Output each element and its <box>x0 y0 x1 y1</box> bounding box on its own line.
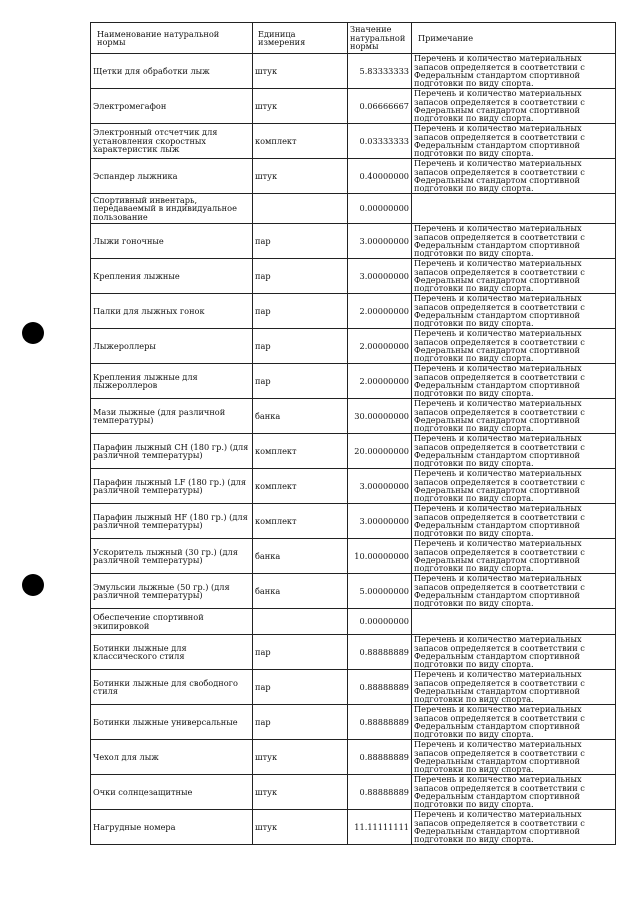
row-note-cell: Перечень и количество материальных запасов определяется в соответствии с Федеральным стандартом спортивной подготовки по виду спорта. <box>412 635 616 670</box>
row-unit-cell: штук <box>253 810 348 845</box>
row-note-cell: Перечень и количество материальных запасов определяется в соответствии с Федеральным стандартом спортивной подготовки по виду спорта. <box>412 504 616 539</box>
row-value-cell: 0.03333333 <box>348 124 412 159</box>
row-unit-cell: пар <box>253 635 348 670</box>
norms-table <box>90 22 616 845</box>
row-name-cell: Очки солнцезащитные <box>91 775 253 810</box>
row-note-cell: Перечень и количество материальных запасов определяется в соответствии с Федеральным стандартом спортивной подготовки по виду спорта. <box>412 259 616 294</box>
row-unit-cell: пар <box>253 364 348 399</box>
row-unit-cell: банка <box>253 399 348 434</box>
row-name-cell: Ботинки лыжные универсальные <box>91 705 253 740</box>
header-name: Наименование натуральной нормы <box>91 23 253 54</box>
row-name-cell: Парафин лыжный HF (180 гр.) (для различной температуры) <box>91 504 253 539</box>
row-note-cell: Перечень и количество материальных запасов определяется в соответствии с Федеральным стандартом спортивной подготовки по виду спорта. <box>412 159 616 194</box>
row-note-cell: Перечень и количество материальных запасов определяется в соответствии с Федеральным стандартом спортивной подготовки по виду спорта. <box>412 775 616 810</box>
row-value-cell: 5.00000000 <box>348 574 412 609</box>
row-note-cell: Перечень и количество материальных запасов определяется в соответствии с Федеральным стандартом спортивной подготовки по виду спорта. <box>412 329 616 364</box>
row-unit-cell: комплект <box>253 469 348 504</box>
row-value-cell: 0.88888889 <box>348 775 412 810</box>
row-note-cell: Перечень и количество материальных запасов определяется в соответствии с Федеральным стандартом спортивной подготовки по виду спорта. <box>412 364 616 399</box>
row-value-cell: 30.00000000 <box>348 399 412 434</box>
row-name-cell: Парафин лыжный CH (180 гр.) (для различной температуры) <box>91 434 253 469</box>
row-note-cell: Перечень и количество материальных запасов определяется в соответствии с Федеральным стандартом спортивной подготовки по виду спорта. <box>412 89 616 124</box>
row-value-cell: 3.00000000 <box>348 469 412 504</box>
row-unit-cell <box>253 609 348 635</box>
row-unit-cell: штук <box>253 54 348 89</box>
row-value-cell: 0.88888889 <box>348 670 412 705</box>
table-row <box>91 124 616 159</box>
row-unit-cell: штук <box>253 775 348 810</box>
row-note-cell: Перечень и количество материальных запасов определяется в соответствии с Федеральным стандартом спортивной подготовки по виду спорта. <box>412 539 616 574</box>
row-note-cell: Перечень и количество материальных запасов определяется в соответствии с Федеральным стандартом спортивной подготовки по виду спорта. <box>412 434 616 469</box>
row-name-cell: Крепления лыжные для лыжероллеров <box>91 364 253 399</box>
row-note-cell: Перечень и количество материальных запасов определяется в соответствии с Федеральным стандартом спортивной подготовки по виду спорта. <box>412 124 616 159</box>
row-note-cell: Перечень и количество материальных запасов определяется в соответствии с Федеральным стандартом спортивной подготовки по виду спорта. <box>412 54 616 89</box>
row-note-cell: Перечень и количество материальных запасов определяется в соответствии с Федеральным стандартом спортивной подготовки по виду спорта. <box>412 399 616 434</box>
row-note-cell: Перечень и количество материальных запасов определяется в соответствии с Федеральным стандартом спортивной подготовки по виду спорта. <box>412 469 616 504</box>
row-name-cell: Эспандер лыжника <box>91 159 253 194</box>
table-row <box>91 434 616 469</box>
row-unit-cell: банка <box>253 574 348 609</box>
row-name-cell: Эмульсии лыжные (50 гр.) (для различной температуры) <box>91 574 253 609</box>
row-unit-cell: штук <box>253 740 348 775</box>
row-name-cell: Лыжи гоночные <box>91 224 253 259</box>
row-unit-cell: пар <box>253 329 348 364</box>
table-row <box>91 399 616 434</box>
table-row <box>91 740 616 775</box>
table-row <box>91 469 616 504</box>
row-value-cell: 2.00000000 <box>348 364 412 399</box>
row-note-cell: Перечень и количество материальных запасов определяется в соответствии с Федеральным стандартом спортивной подготовки по виду спорта. <box>412 670 616 705</box>
row-unit-cell <box>253 194 348 224</box>
row-unit-cell: комплект <box>253 124 348 159</box>
row-value-cell: 3.00000000 <box>348 259 412 294</box>
row-name-cell: Мази лыжные (для различной температуры) <box>91 399 253 434</box>
section-row <box>91 609 616 635</box>
table-row <box>91 329 616 364</box>
row-name-cell: Щетки для обработки лыж <box>91 54 253 89</box>
row-unit-cell: банка <box>253 539 348 574</box>
row-name-cell: Крепления лыжные <box>91 259 253 294</box>
row-name-cell: Палки для лыжных гонок <box>91 294 253 329</box>
header-value: Значение натуральной нормы <box>348 23 412 54</box>
row-note-cell: Перечень и количество материальных запасов определяется в соответствии с Федеральным стандартом спортивной подготовки по виду спорта. <box>412 224 616 259</box>
table-row <box>91 810 616 845</box>
table-body <box>91 54 616 845</box>
row-unit-cell: комплект <box>253 434 348 469</box>
row-value-cell: 11.11111111 <box>348 810 412 845</box>
row-value-cell: 3.00000000 <box>348 504 412 539</box>
row-note-cell: Перечень и количество материальных запасов определяется в соответствии с Федеральным стандартом спортивной подготовки по виду спорта. <box>412 574 616 609</box>
table-row <box>91 89 616 124</box>
header-note: Примечание <box>412 23 616 54</box>
row-value-cell: 10.00000000 <box>348 539 412 574</box>
row-name-cell: Лыжероллеры <box>91 329 253 364</box>
table-header <box>91 23 616 54</box>
row-name-cell: Нагрудные номера <box>91 810 253 845</box>
table-row <box>91 159 616 194</box>
table-row <box>91 539 616 574</box>
row-unit-cell: пар <box>253 705 348 740</box>
row-unit-cell: комплект <box>253 504 348 539</box>
row-name-cell: Ботинки лыжные для классического стиля <box>91 635 253 670</box>
table-row <box>91 775 616 810</box>
row-value-cell: 2.00000000 <box>348 329 412 364</box>
row-name-cell: Обеспечение спортивной экипировкой <box>91 609 253 635</box>
row-unit-cell: штук <box>253 159 348 194</box>
section-row <box>91 194 616 224</box>
row-name-cell: Электронный отсчетчик для установления скоростных характеристик лыж <box>91 124 253 159</box>
binder-hole-mark <box>22 574 44 596</box>
row-name-cell: Чехол для лыж <box>91 740 253 775</box>
row-unit-cell: пар <box>253 670 348 705</box>
row-name-cell: Электромегафон <box>91 89 253 124</box>
row-note-cell: Перечень и количество материальных запасов определяется в соответствии с Федеральным стандартом спортивной подготовки по виду спорта. <box>412 740 616 775</box>
table-row <box>91 294 616 329</box>
row-value-cell: 0.40000000 <box>348 159 412 194</box>
row-value-cell: 0.00000000 <box>348 609 412 635</box>
row-value-cell: 0.06666667 <box>348 89 412 124</box>
row-note-cell <box>412 194 616 224</box>
row-name-cell: Парафин лыжный LF (180 гр.) (для различной температуры) <box>91 469 253 504</box>
table-row <box>91 364 616 399</box>
row-note-cell: Перечень и количество материальных запасов определяется в соответствии с Федеральным стандартом спортивной подготовки по виду спорта. <box>412 810 616 845</box>
binder-hole-mark <box>22 322 44 344</box>
row-unit-cell: пар <box>253 259 348 294</box>
row-note-cell: Перечень и количество материальных запасов определяется в соответствии с Федеральным стандартом спортивной подготовки по виду спорта. <box>412 705 616 740</box>
row-value-cell: 5.83333333 <box>348 54 412 89</box>
row-name-cell: Спортивный инвентарь, передаваемый в индивидуальное пользование <box>91 194 253 224</box>
row-value-cell: 0.00000000 <box>348 194 412 224</box>
table-row <box>91 504 616 539</box>
row-unit-cell: штук <box>253 89 348 124</box>
row-value-cell: 0.88888889 <box>348 740 412 775</box>
row-unit-cell: пар <box>253 224 348 259</box>
row-unit-cell: пар <box>253 294 348 329</box>
row-note-cell <box>412 609 616 635</box>
table-row <box>91 54 616 89</box>
row-value-cell: 0.88888889 <box>348 705 412 740</box>
table-row <box>91 635 616 670</box>
table-row <box>91 224 616 259</box>
table-row <box>91 259 616 294</box>
header-unit: Единица измерения <box>253 23 348 54</box>
row-value-cell: 2.00000000 <box>348 294 412 329</box>
row-note-cell: Перечень и количество материальных запасов определяется в соответствии с Федеральным стандартом спортивной подготовки по виду спорта. <box>412 294 616 329</box>
row-name-cell: Ботинки лыжные для свободного стиля <box>91 670 253 705</box>
table-row <box>91 670 616 705</box>
row-value-cell: 20.00000000 <box>348 434 412 469</box>
row-value-cell: 0.88888889 <box>348 635 412 670</box>
row-value-cell: 3.00000000 <box>348 224 412 259</box>
table-row <box>91 705 616 740</box>
table-row <box>91 574 616 609</box>
row-name-cell: Ускоритель лыжный (30 гр.) (для различной температуры) <box>91 539 253 574</box>
